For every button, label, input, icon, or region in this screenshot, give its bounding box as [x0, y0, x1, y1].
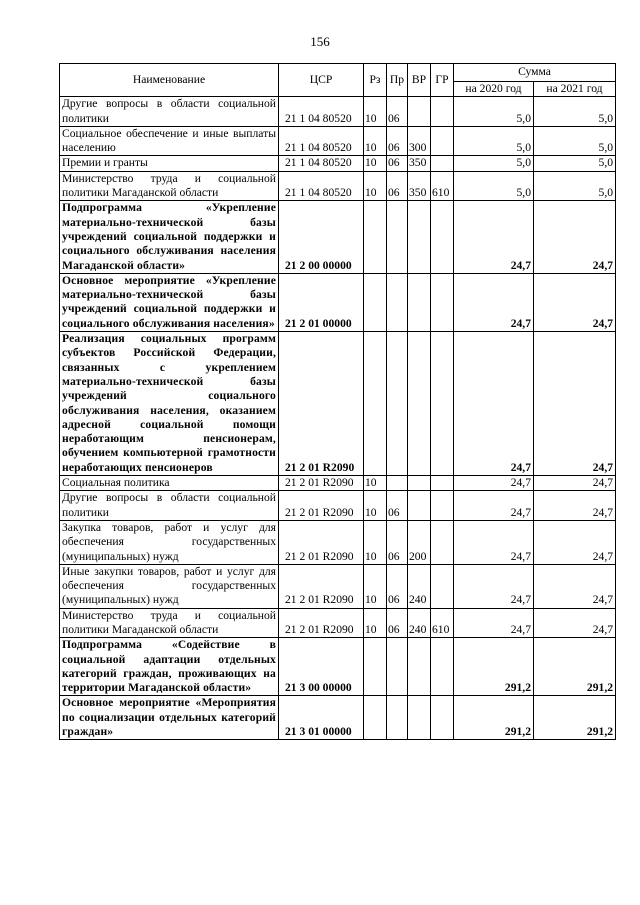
row-rz: 10 — [364, 608, 387, 638]
row-sum-2021: 24,7 — [534, 564, 616, 608]
table-row — [60, 696, 616, 740]
row-sum-2021: 5,0 — [534, 97, 616, 127]
row-sum-2020: 5,0 — [454, 156, 534, 171]
row-sum-2020: 5,0 — [454, 126, 534, 156]
row-vr — [408, 273, 431, 331]
header-year-2020: на 2020 год — [454, 82, 534, 97]
row-vr: 240 — [408, 564, 431, 608]
table-row — [60, 332, 616, 476]
row-pr: 06 — [387, 156, 408, 171]
row-sum-2020: 24,7 — [454, 273, 534, 331]
header-year-2021: на 2021 год — [534, 82, 616, 97]
row-csr: 21 2 00 00000 — [279, 201, 364, 273]
row-sum-2021: 24,7 — [534, 608, 616, 638]
row-csr: 21 2 01 R2090 — [279, 491, 364, 521]
header-csr: ЦСР — [279, 64, 364, 97]
row-gr — [431, 491, 454, 521]
header-sum: Сумма — [454, 64, 616, 82]
row-pr: 06 — [387, 97, 408, 127]
row-sum-2020: 24,7 — [454, 332, 534, 476]
row-vr — [408, 696, 431, 740]
row-gr: 610 — [431, 608, 454, 638]
table-row — [60, 273, 616, 331]
row-rz: 10 — [364, 156, 387, 171]
row-name: Министерство труда и социальной политики Магаданской области — [60, 171, 279, 201]
row-rz — [364, 273, 387, 331]
row-gr — [431, 332, 454, 476]
row-name: Другие вопросы в области социальной политики — [60, 97, 279, 127]
row-gr — [431, 156, 454, 171]
row-sum-2020: 291,2 — [454, 696, 534, 740]
row-rz: 10 — [364, 491, 387, 521]
row-pr: 06 — [387, 126, 408, 156]
row-vr: 350 — [408, 171, 431, 201]
row-name: Социальное обеспечение и иные выплаты населению — [60, 126, 279, 156]
row-pr — [387, 332, 408, 476]
row-gr — [431, 126, 454, 156]
table-row — [60, 97, 616, 127]
row-sum-2020: 24,7 — [454, 491, 534, 521]
row-vr — [408, 476, 431, 491]
row-sum-2021: 24,7 — [534, 491, 616, 521]
row-sum-2021: 24,7 — [534, 476, 616, 491]
row-name: Социальная политика — [60, 476, 279, 491]
row-rz: 10 — [364, 476, 387, 491]
row-name: Министерство труда и социальной политики Магаданской области — [60, 608, 279, 638]
row-name: Основное мероприятие «Мероприятия по социализации отдельных категорий граждан» — [60, 696, 279, 740]
row-csr: 21 1 04 80520 — [279, 97, 364, 127]
table-row — [60, 476, 616, 491]
row-pr — [387, 696, 408, 740]
row-name: Подпрограмма «Содействие в социальной адаптации отдельных категорий граждан, проживающих на территории Магаданской области» — [60, 638, 279, 696]
page-number: 156 — [310, 34, 330, 49]
row-vr — [408, 491, 431, 521]
row-csr: 21 1 04 80520 — [279, 156, 364, 171]
row-csr: 21 3 00 00000 — [279, 638, 364, 696]
row-rz: 10 — [364, 97, 387, 127]
row-csr: 21 2 01 R2090 — [279, 332, 364, 476]
row-pr — [387, 638, 408, 696]
row-sum-2021: 5,0 — [534, 171, 616, 201]
row-name: Другие вопросы в области социальной политики — [60, 491, 279, 521]
header-name: Наименование — [60, 64, 279, 97]
row-sum-2020: 24,7 — [454, 564, 534, 608]
row-gr — [431, 273, 454, 331]
row-name: Закупка товаров, работ и услуг для обеспечения государственных (муниципальных) нужд — [60, 520, 279, 564]
row-rz: 10 — [364, 126, 387, 156]
row-gr — [431, 476, 454, 491]
header-pr: Пр — [387, 64, 408, 97]
row-sum-2021: 24,7 — [534, 201, 616, 273]
row-sum-2021: 291,2 — [534, 696, 616, 740]
row-rz — [364, 201, 387, 273]
row-gr: 610 — [431, 171, 454, 201]
row-rz: 10 — [364, 171, 387, 201]
row-gr — [431, 696, 454, 740]
row-sum-2021: 5,0 — [534, 156, 616, 171]
row-sum-2020: 291,2 — [454, 638, 534, 696]
row-sum-2021: 24,7 — [534, 520, 616, 564]
row-pr: 06 — [387, 520, 408, 564]
row-csr: 21 2 01 R2090 — [279, 476, 364, 491]
row-sum-2021: 5,0 — [534, 126, 616, 156]
row-pr — [387, 476, 408, 491]
table-row — [60, 638, 616, 696]
row-name: Основное мероприятие «Укрепление материально-технической базы учреждений социальной поддержки и социального обслуживания населения» — [60, 273, 279, 331]
row-rz: 10 — [364, 520, 387, 564]
budget-table — [59, 63, 616, 740]
row-csr: 21 1 04 80520 — [279, 171, 364, 201]
row-csr: 21 2 01 R2090 — [279, 520, 364, 564]
row-sum-2021: 24,7 — [534, 332, 616, 476]
row-sum-2020: 24,7 — [454, 201, 534, 273]
row-csr: 21 2 01 00000 — [279, 273, 364, 331]
header-rz: Рз — [364, 64, 387, 97]
row-name: Иные закупки товаров, работ и услуг для обеспечения государственных (муниципальных) нужд — [60, 564, 279, 608]
row-vr — [408, 638, 431, 696]
row-sum-2020: 24,7 — [454, 476, 534, 491]
row-gr — [431, 201, 454, 273]
header-gr: ГР — [431, 64, 454, 97]
row-vr: 300 — [408, 126, 431, 156]
row-vr — [408, 201, 431, 273]
row-name: Подпрограмма «Укрепление материально-технической базы учреждений социальной поддержки и социального обслуживания населения Магаданской области» — [60, 201, 279, 273]
row-name: Премии и гранты — [60, 156, 279, 171]
row-rz: 10 — [364, 564, 387, 608]
row-csr: 21 3 01 00000 — [279, 696, 364, 740]
row-csr: 21 2 01 R2090 — [279, 564, 364, 608]
row-csr: 21 2 01 R2090 — [279, 608, 364, 638]
row-rz — [364, 696, 387, 740]
table-row — [60, 608, 616, 638]
table-row — [60, 201, 616, 273]
row-sum-2021: 24,7 — [534, 273, 616, 331]
header-row — [60, 64, 616, 82]
row-sum-2020: 5,0 — [454, 97, 534, 127]
row-sum-2020: 24,7 — [454, 608, 534, 638]
row-gr — [431, 638, 454, 696]
header-vr: ВР — [408, 64, 431, 97]
table-row — [60, 171, 616, 201]
row-sum-2020: 5,0 — [454, 171, 534, 201]
row-gr — [431, 564, 454, 608]
row-name: Реализация социальных программ субъектов Российской Федерации, связанных с укреплением материально-технической базы учреждений социального обслуживания населения, оказанием адресной социальной помощи неработающим пенсионерам, обучением компьютерной грамотности неработающих пенсионеров — [60, 332, 279, 476]
row-gr — [431, 97, 454, 127]
row-vr: 200 — [408, 520, 431, 564]
row-vr: 350 — [408, 156, 431, 171]
row-gr — [431, 520, 454, 564]
row-vr — [408, 97, 431, 127]
row-vr — [408, 332, 431, 476]
row-pr: 06 — [387, 608, 408, 638]
row-pr: 06 — [387, 564, 408, 608]
row-sum-2021: 291,2 — [534, 638, 616, 696]
row-pr: 06 — [387, 491, 408, 521]
row-pr — [387, 201, 408, 273]
table-row — [60, 491, 616, 521]
row-rz — [364, 638, 387, 696]
row-vr: 240 — [408, 608, 431, 638]
row-sum-2020: 24,7 — [454, 520, 534, 564]
table-row — [60, 126, 616, 156]
row-csr: 21 1 04 80520 — [279, 126, 364, 156]
row-rz — [364, 332, 387, 476]
table-row — [60, 564, 616, 608]
row-pr — [387, 273, 408, 331]
table-row — [60, 520, 616, 564]
table-row — [60, 156, 616, 171]
row-pr: 06 — [387, 171, 408, 201]
